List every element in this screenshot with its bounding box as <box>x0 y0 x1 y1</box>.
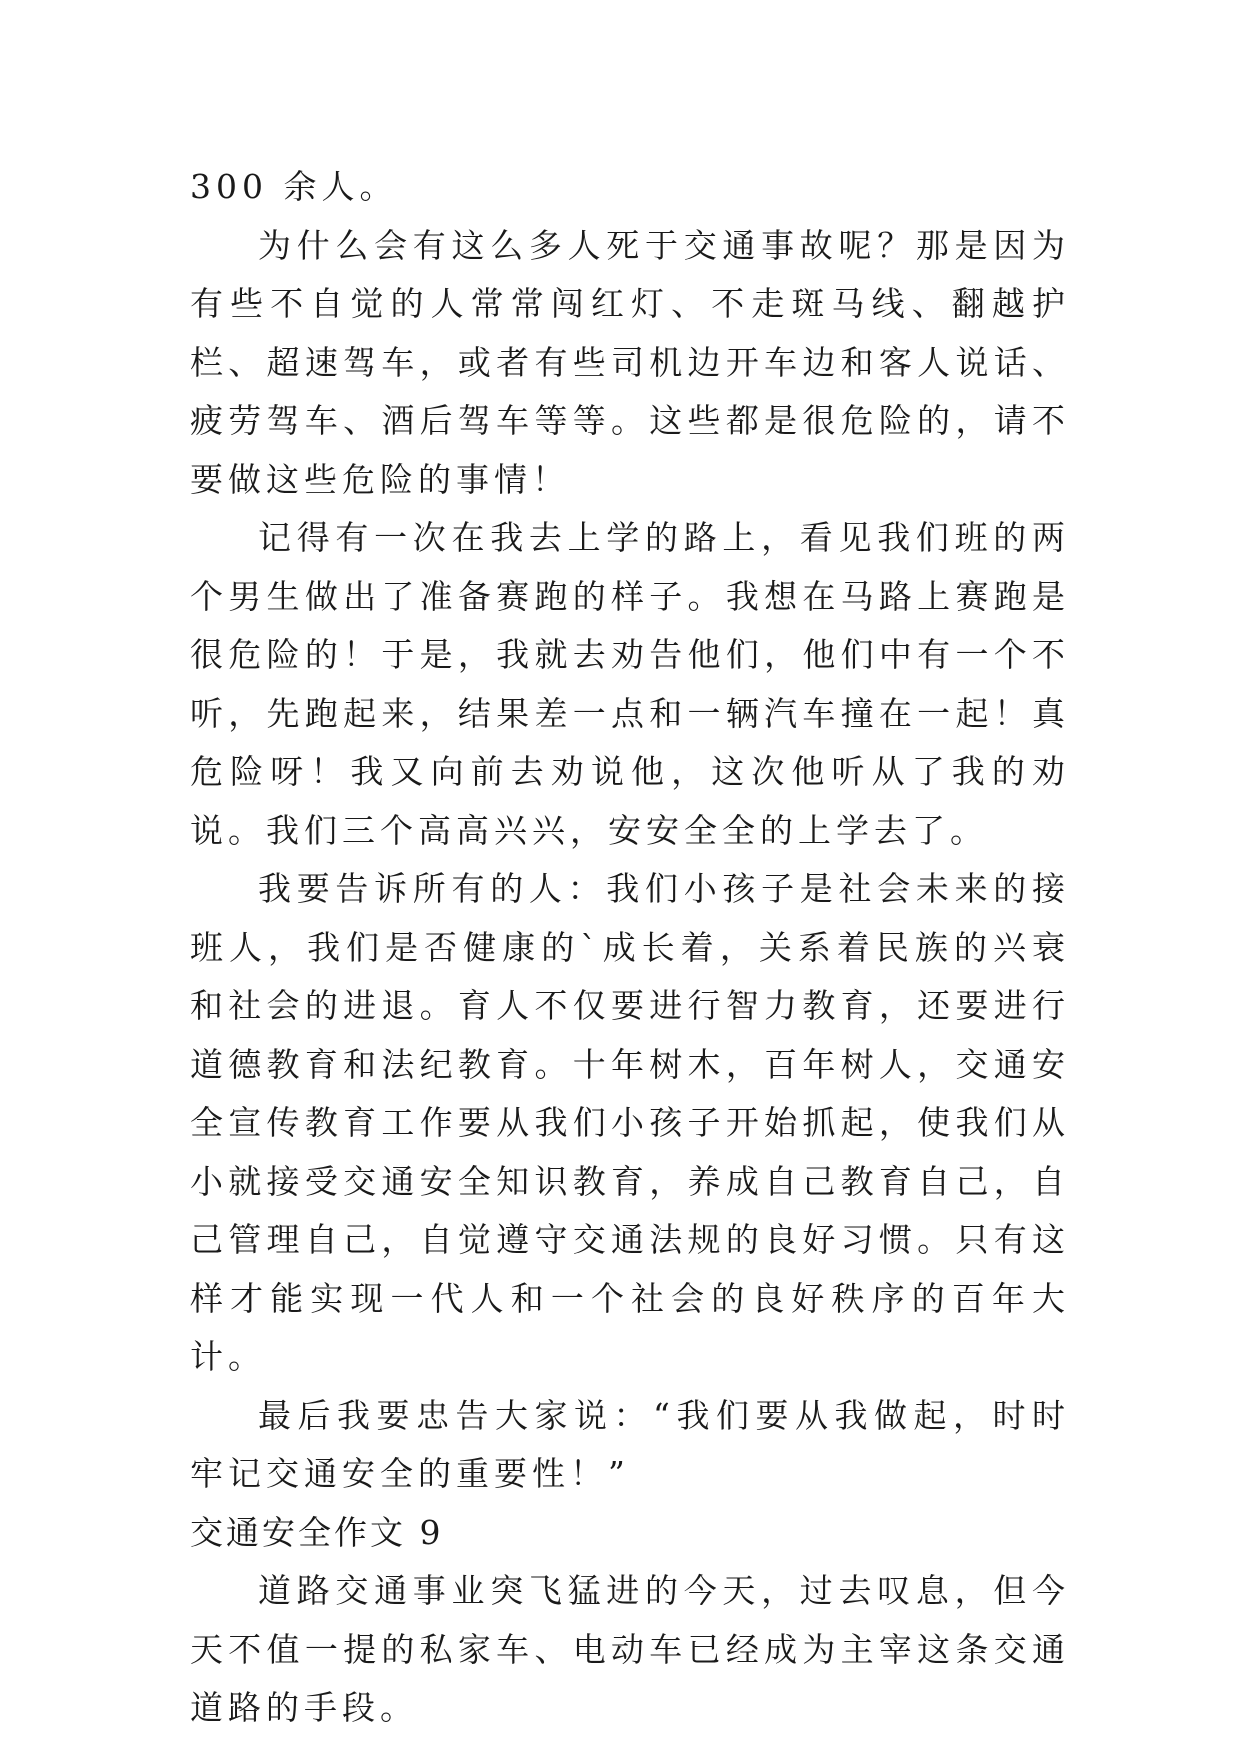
paragraph-school-story: 记得有一次在我去上学的路上，看见我们班的两个男生做出了准备赛跑的样子。我想在马路上赛跑是很危险的！于是，我就去劝告他们，他们中有一个不听，先跑起来，结果差一点和一辆汽车撞在一起！真危险呀！我又向前去劝说他，这次他听从了我的劝说。我们三个高高兴兴，安安全全的上学去了。 <box>190 518 1070 850</box>
paragraph-continuation: 300 余人。 <box>190 167 398 206</box>
paragraph-accident-causes: 为什么会有这么多人死于交通事故呢？那是因为有些不自觉的人常常闯红灯、不走斑马线、翻越护栏、超速驾车，或者有些司机边开车边和客人说话、疲劳驾车、酒后驾车等等。这些都是很危险的，请不要做这些危险的事情！ <box>190 225 1070 499</box>
section-heading: 交通安全作文 9 <box>190 1512 444 1552</box>
paragraph-advice: 最后我要忠告大家说：“我们要从我做起，时时牢记交通安全的重要性！” <box>190 1395 1070 1493</box>
paragraph-education: 我要告诉所有的人：我们小孩子是社会未来的接班人，我们是否健康的`成长着，关系着民族的兴衰和社会的进退。育人不仅要进行智力教育，还要进行道德教育和法纪教育。十年树木，百年树人，交通安全宣传教育工作要从我们小孩子开始抓起，使我们从小就接受交通安全知识教育，养成自己教育自己，自己管理自己，自觉遵守交通法规的良好习惯。只有这样才能实现一代人和一个社会的良好秩序的百年大计。 <box>190 869 1070 1376</box>
paragraph-essay-9-intro: 道路交通事业突飞猛进的今天，过去叹息，但今天不值一提的私家车、电动车已经成为主宰这条交通道路的手段。 <box>190 1571 1070 1727</box>
document-body <box>190 158 1070 1738</box>
